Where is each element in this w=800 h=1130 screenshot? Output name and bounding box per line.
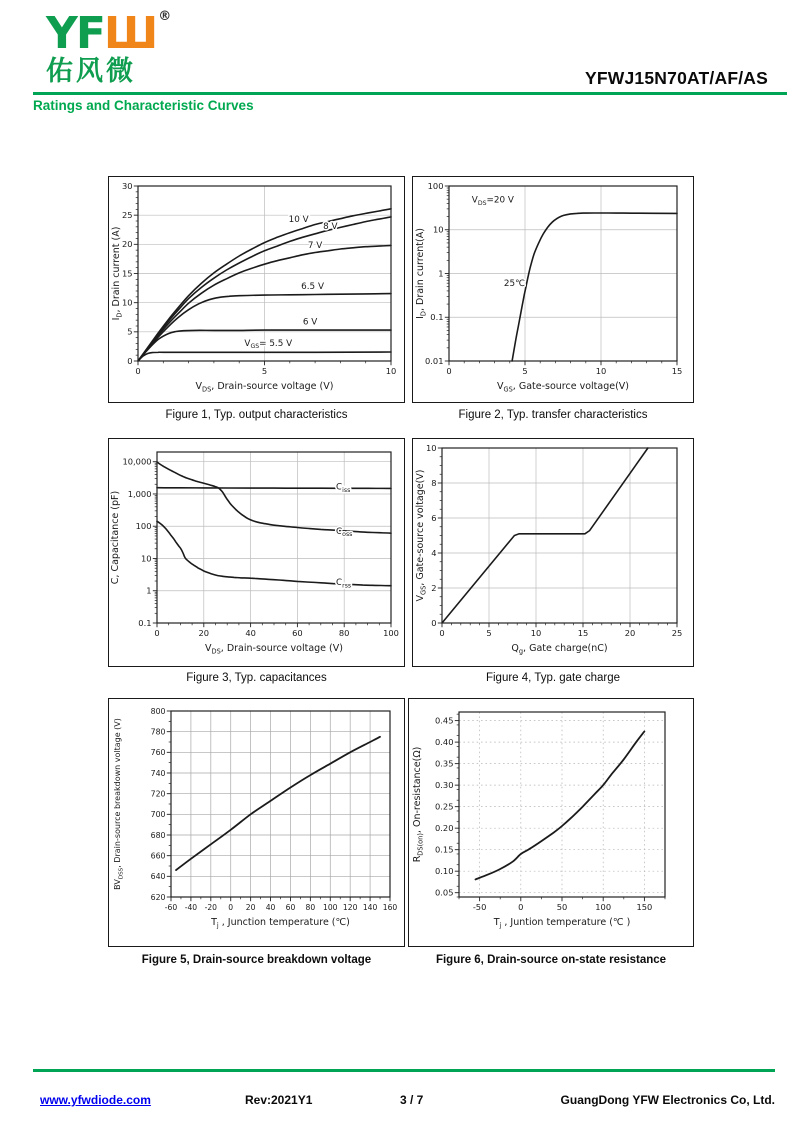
- svg-text:4: 4: [431, 547, 437, 558]
- figure-6-panel: [408, 698, 694, 947]
- svg-text:10: 10: [140, 553, 152, 564]
- figure-1-caption: Figure 1, Typ. output characteristics: [165, 409, 348, 421]
- svg-text:100: 100: [323, 902, 338, 912]
- svg-text:20: 20: [121, 239, 133, 250]
- svg-text:Tj , Junction temperature (℃): $T_j$ , Junction temperature (℃): [211, 917, 350, 930]
- svg-text:10 V: 10 V: [288, 215, 309, 226]
- svg-text:40: 40: [265, 902, 276, 912]
- svg-text:0: 0: [154, 627, 160, 638]
- svg-text:80: 80: [338, 627, 350, 638]
- svg-text:740: 740: [150, 768, 166, 778]
- fig5-chart: [109, 699, 403, 945]
- svg-text:25: 25: [121, 209, 133, 220]
- svg-text:100: 100: [595, 901, 612, 912]
- svg-text:10: 10: [385, 365, 397, 376]
- svg-text:5: 5: [261, 365, 268, 376]
- svg-text:25: 25: [671, 627, 683, 638]
- revision-label: Rev:2021Y1: [245, 1093, 313, 1107]
- svg-text:0.20: 0.20: [435, 822, 454, 833]
- svg-text:-60: -60: [164, 902, 178, 912]
- svg-text:1,000: 1,000: [127, 488, 152, 499]
- svg-text:0.25: 0.25: [435, 801, 454, 812]
- website-link[interactable]: www.yfwdiode.com: [40, 1093, 151, 1107]
- page-number: 3 / 7: [400, 1093, 424, 1107]
- svg-text:0.1: 0.1: [138, 617, 152, 628]
- svg-text:0.1: 0.1: [430, 312, 444, 323]
- svg-text:Ciss: $C_{iss}$: [336, 482, 351, 494]
- svg-text:100: 100: [427, 180, 444, 191]
- svg-text:0.15: 0.15: [435, 844, 454, 855]
- svg-text:620: 620: [150, 892, 166, 902]
- svg-text:0: 0: [135, 365, 141, 376]
- svg-text:140: 140: [362, 902, 378, 912]
- svg-text:10: 10: [432, 224, 444, 235]
- svg-text:VGS, Gate-source voltage(V): $V_{GS}$, Gate-source voltage(V): [415, 469, 428, 602]
- svg-text:25℃: 25℃: [503, 278, 525, 289]
- svg-text:0: 0: [518, 901, 524, 912]
- svg-text:VDS, Drain-source voltage (V): $V_{DS}$, Drain-source voltage (V): [205, 643, 343, 656]
- svg-text:0: 0: [431, 617, 437, 628]
- fig1-chart: [109, 177, 403, 401]
- svg-text:Qg, Gate charge(nC): $Q_g$, Gate charge(nC): [511, 643, 608, 656]
- svg-text:60: 60: [292, 627, 303, 638]
- svg-text:10,000: 10,000: [122, 456, 152, 467]
- svg-text:-40: -40: [184, 902, 198, 912]
- svg-text:6 V: 6 V: [302, 317, 318, 328]
- svg-text:150: 150: [636, 901, 653, 912]
- svg-text:0.45: 0.45: [435, 715, 454, 726]
- svg-text:160: 160: [382, 902, 398, 912]
- svg-text:RDS(on), On-resistance(Ω): $R_{DS(on)}$, On-resistance(Ω): [412, 746, 425, 863]
- logo-chinese-name: 佑风微: [46, 56, 136, 87]
- footer-divider: [33, 1069, 775, 1072]
- svg-text:0: 0: [228, 902, 234, 912]
- figure-4-caption: Figure 4, Typ. gate charge: [485, 672, 621, 684]
- svg-text:800: 800: [150, 706, 166, 716]
- svg-text:Crss: $C_{rss}$: [336, 578, 352, 590]
- header-divider: [33, 92, 787, 95]
- svg-text:15: 15: [671, 365, 683, 376]
- fig3-chart: [109, 439, 403, 665]
- svg-text:30: 30: [121, 180, 133, 191]
- svg-text:0.35: 0.35: [435, 758, 454, 769]
- fig6-chart: [409, 699, 692, 945]
- svg-text:20: 20: [624, 627, 636, 638]
- svg-text:6: 6: [431, 512, 437, 523]
- svg-text:ID, Drain current(A): $I_D$, Drain current(A): [415, 228, 428, 319]
- figure-2-caption: Figure 2, Typ. transfer characteristics: [458, 409, 648, 421]
- section-title: Ratings and Characteristic Curves: [33, 98, 254, 113]
- svg-text:640: 640: [150, 872, 166, 882]
- fig4-chart: [413, 439, 692, 665]
- part-number: YFWJ15N70AT/AF/AS: [585, 68, 768, 88]
- svg-text:720: 720: [150, 789, 166, 799]
- svg-text:8: 8: [431, 477, 437, 488]
- svg-text:6.5 V: 6.5 V: [301, 281, 324, 292]
- svg-text:0: 0: [439, 627, 445, 638]
- svg-text:100: 100: [383, 627, 399, 638]
- svg-text:20: 20: [198, 627, 210, 638]
- svg-text:VGS, Gate-source voltage(V): $V_{GS}$, Gate-source voltage(V): [497, 381, 629, 394]
- svg-text:40: 40: [245, 627, 256, 638]
- svg-text:Coss: $C_{oss}$: [336, 526, 353, 539]
- svg-text:780: 780: [150, 727, 166, 737]
- svg-text:20: 20: [245, 902, 256, 912]
- svg-text:680: 680: [150, 830, 166, 840]
- svg-text:5: 5: [522, 365, 528, 376]
- svg-text:-20: -20: [204, 902, 218, 912]
- svg-text:1: 1: [146, 585, 152, 596]
- svg-text:VDS, Drain-source voltage (V): $V_{DS}$, Drain-source voltage (V): [195, 381, 334, 394]
- logo-sha-glyph: Ш: [103, 8, 157, 59]
- svg-text:Tj , Juntion temperature (℃ ): $T_j$ , Juntion temperature (℃ ): [493, 917, 631, 930]
- svg-text:15: 15: [577, 627, 589, 638]
- svg-text:660: 660: [150, 851, 166, 861]
- figure-4-panel: [412, 438, 694, 667]
- svg-text:80: 80: [305, 902, 316, 912]
- svg-text:VGS= 5.5 V: $V_{GS}= 5.5$ V: [244, 338, 293, 351]
- svg-text:700: 700: [150, 810, 166, 820]
- svg-text:5: 5: [486, 627, 492, 638]
- figure-1-panel: [108, 176, 405, 403]
- svg-text:0.40: 0.40: [435, 736, 454, 747]
- svg-text:0: 0: [446, 365, 452, 376]
- svg-text:ID, Drain current (A): $I_D$, Drain current (A): [111, 226, 124, 321]
- registered-trademark-icon: ®: [158, 9, 172, 24]
- logo-wordmark: [46, 8, 172, 59]
- svg-text:10: 10: [425, 442, 437, 453]
- svg-text:60: 60: [285, 902, 296, 912]
- figure-2-panel: [412, 176, 694, 403]
- company-name: GuangDong YFW Electronics Co, Ltd.: [560, 1093, 775, 1107]
- svg-text:120: 120: [342, 902, 358, 912]
- svg-text:0.10: 0.10: [435, 865, 454, 876]
- svg-text:10: 10: [595, 365, 607, 376]
- svg-text:0.30: 0.30: [435, 779, 454, 790]
- svg-text:760: 760: [150, 748, 166, 758]
- figure-3-caption: Figure 3, Typ. capacitances: [186, 672, 327, 684]
- svg-text:BVDSS, Drain-source breakdown: $BV_{DSS}$, Drain-source breakdown voltage (V): [113, 718, 125, 890]
- svg-text:C, Capacitance (pF): C, Capacitance (pF): [110, 490, 121, 585]
- figure-5-caption: Figure 5, Drain-source breakdown voltage: [141, 954, 372, 966]
- svg-text:10: 10: [530, 627, 542, 638]
- figure-5-panel: [108, 698, 405, 947]
- svg-text:100: 100: [135, 521, 152, 532]
- svg-text:VDS=20 V: $V_{DS}=20$ V: [471, 195, 514, 207]
- company-logo: [46, 10, 171, 85]
- svg-text:2: 2: [431, 582, 437, 593]
- logo-yf-text: YF: [46, 8, 104, 59]
- svg-text:-50: -50: [472, 901, 487, 912]
- fig2-chart: [413, 177, 692, 401]
- svg-text:15: 15: [121, 268, 133, 279]
- svg-text:0.01: 0.01: [425, 355, 444, 366]
- svg-text:0.05: 0.05: [435, 887, 454, 898]
- figure-6-caption: Figure 6, Drain-source on-state resistance: [435, 954, 667, 966]
- svg-text:0: 0: [127, 355, 133, 366]
- svg-text:1: 1: [438, 268, 444, 279]
- svg-text:5: 5: [127, 326, 133, 337]
- svg-text:7 V: 7 V: [307, 240, 323, 251]
- svg-text:10: 10: [121, 297, 133, 308]
- svg-text:50: 50: [556, 901, 568, 912]
- figure-3-panel: [108, 438, 405, 667]
- svg-text:8 V: 8 V: [323, 222, 338, 233]
